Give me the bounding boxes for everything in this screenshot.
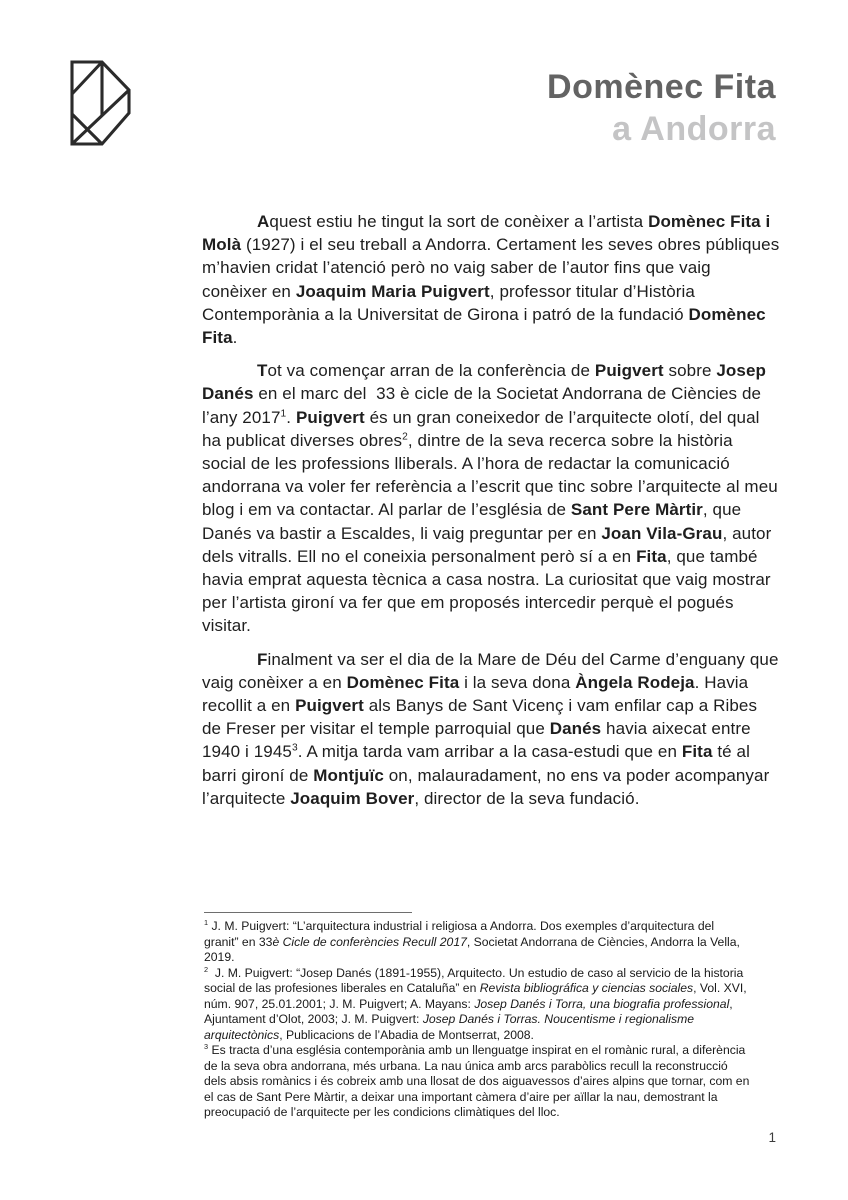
- body-paragraph-2: Tot va començar arran de la conferència de Puigvert sobre Josep Danés en el marc del 33 è cicle de la Societat Andorrana de Ciències de l’any 2017$^1$. Puigvert és un gran coneixedor de l’arquitecte olotí, del qual ha publicat diverses obres$^2$, dintre de la seva recerca sobre la història social de les professions lliberals. A l’hora de redactar la comunicació andorrana va voler fer referència a l’escrit que tinc sobre l’arquitecte al meu blog i em va contactar. Al parlar de l’església de Sant Pere Màrtir, que Danés va bastir a Escaldes, li vaig preguntar per en Joan Vila-Grau, autor dels vitralls. Ell no el coneixia personalment però sí a en Fita, que també havia emprat aquesta tècnica a casa nostra. La curiositat que vaig mostrar per l’artista gironí va fer que em proposés intercedir perquè el pogués visitar.: [202, 361, 783, 636]
- document-title: [547, 66, 776, 150]
- body-paragraph-1: Aquest estiu he tingut la sort de conèixer a l’artista Domènec Fita i Molà (1927) i el seu treball a Andorra. Certament les seves obres públiques m’havien cridat l’atenció però no vaig saber de l’autor fins que vaig conèixer en Joaquim Maria Puigvert, professor titular d’Història Contemporània a la Universitat de Girona i patró de la fundació Domènec Fita.: [202, 212, 785, 348]
- title-line-1: Domènec Fita: [547, 68, 776, 106]
- title-line-2: a Andorra: [612, 110, 776, 148]
- footnote-separator: [204, 912, 412, 913]
- article-body: [202, 210, 785, 820]
- body-paragraph-3: Finalment va ser el dia de la Mare de Déu del Carme d’enguany que vaig conèixer a en Domènec Fita i la seva dona Àngela Rodeja. Havia recollit a en Puigvert als Banys de Sant Vicenç i vam enfilar cap a Ribes de Freser per visitar el temple parroquial que Danés havia aixecat entre 1940 i 1945$^3$. A mitja tarda vam arribar a la casa-estudi que en Fita té al barri gironí de Montjuïc on, malauradament, no ens va poder acompanyar l’arquitecte Joaquim Bover, director de la seva fundació.: [202, 649, 784, 808]
- fita-foundation-logo-icon: [70, 60, 132, 146]
- footnotes-section: [204, 912, 752, 1121]
- footnote-3: $^3$ Es tracta d’una església contemporània amb un llenguatge inspirat en el romànic rural, a diferència de la seva obra andorrana, més urbana. La nau única amb arcs parabòlics recull la reconstrucció dels absis romànics i és cobreix amb una llosat de dos aiguavessos d’aires alpins que tornar, com en el cas de Sant Pere Màrtir, a deixar una important càmera d’aire per aïllar la nau, demostrant la preocupació de l’arquitecte per les condicions climàtiques del lloc.: [204, 1041, 753, 1119]
- page-number: 1: [768, 1130, 776, 1145]
- footnote-1: $^1$ J. M. Puigvert: “L’arquitectura industrial i religiosa a Andorra. Dos exemples d’arquitectura del granit” en 33è Cicle de conferències Recull 2017, Societat Andorrana de Ciències, Andorra la Vella, 2019.: [204, 917, 744, 964]
- footnote-2: $^2$ J. M. Puigvert: “Josep Danés (1891-1955), Arquitecto. Un estudio de caso al servicio de la historia social de las profesiones liberales en Cataluña” en Revista bibliográfica y ciencias sociales, Vol. XVI, núm. 907, 25.01.2001; J. M. Puigvert; A. Mayans: Josep Danés i Torra, una biografia professional, Ajuntament d’Olot, 2003; J. M. Puigvert: Josep Danés i Torras. Noucentisme i regionalisme arquitectònics, Publicacions de l’Abadia de Montserrat, 2008.: [204, 964, 751, 1042]
